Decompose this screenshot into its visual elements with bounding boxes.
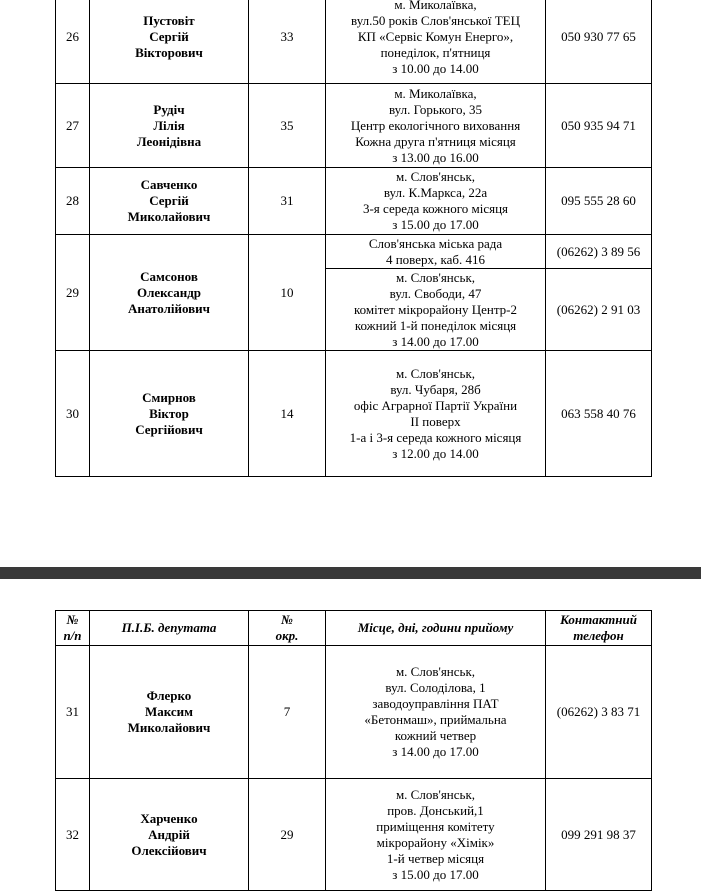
contact-phone: (06262) 2 91 03: [546, 269, 652, 351]
deputy-name: Харченко Андрій Олексійович: [90, 779, 249, 891]
table-row: [56, 351, 652, 477]
district-number: 33: [249, 0, 326, 84]
deputy-name: Самсонов Олександр Анатолійович: [90, 235, 249, 351]
contact-phone: 063 558 40 76: [546, 351, 652, 477]
table-row: [56, 646, 652, 779]
contact-phone: 050 930 77 65: [546, 0, 652, 84]
row-number: 29: [56, 235, 90, 351]
header-district: № окр.: [249, 611, 326, 646]
district-number: 14: [249, 351, 326, 477]
deputy-name: Флерко Максим Миколайович: [90, 646, 249, 779]
row-number: 30: [56, 351, 90, 477]
table-header-row: [56, 611, 652, 646]
reception-place: м. Миколаївка, вул. Горького, 35 Центр екологічного виховання Кожна друга п'ятниця місяця з 13.00 до 16.00: [326, 84, 546, 168]
contact-phone: 095 555 28 60: [546, 168, 652, 235]
district-number: 35: [249, 84, 326, 168]
contact-phone: (06262) 3 83 71: [546, 646, 652, 779]
reception-place: м. Слов'янськ, вул. К.Маркса, 22а 3-я середа кожного місяця з 15.00 до 17.00: [326, 168, 546, 235]
row-number: 28: [56, 168, 90, 235]
deputy-name: Савченко Сергій Миколайович: [90, 168, 249, 235]
reception-place: м. Слов'янськ, вул. Солоділова, 1 заводоуправління ПАТ «Бетонмаш», приймальна кожний четвер з 14.00 до 17.00: [326, 646, 546, 779]
row-number: 27: [56, 84, 90, 168]
reception-place: м. Слов'янськ, вул. Свободи, 47 комітет мікрорайону Центр-2 кожний 1-й понеділок місяця з 14.00 до 17.00: [326, 269, 546, 351]
deputy-name: Смирнов Віктор Сергійович: [90, 351, 249, 477]
district-number: 31: [249, 168, 326, 235]
header-place: Місце, дні, години прийому: [326, 611, 546, 646]
reception-place: м. Слов'янськ, пров. Донський,1 приміщення комітету мікрорайону «Хімік» 1-й четвер місяця з 15.00 до 17.00: [326, 779, 546, 891]
table-row: [56, 235, 652, 269]
contact-phone: 050 935 94 71: [546, 84, 652, 168]
document-page-2: [0, 579, 701, 882]
page-divider: [0, 567, 701, 579]
table-row: [56, 168, 652, 235]
row-number: 32: [56, 779, 90, 891]
table-row: [56, 84, 652, 168]
deputies-table-part-2: [55, 610, 652, 891]
district-number: 10: [249, 235, 326, 351]
contact-phone: 099 291 98 37: [546, 779, 652, 891]
table-row: [56, 779, 652, 891]
table-row: [56, 0, 652, 84]
header-number: № п/п: [56, 611, 90, 646]
district-number: 7: [249, 646, 326, 779]
header-name: П.І.Б. депутата: [90, 611, 249, 646]
row-number: 26: [56, 0, 90, 84]
deputy-name: Пустовіт Сергій Вікторович: [90, 0, 249, 84]
page-gap: [0, 540, 701, 568]
reception-place: м. Миколаївка, вул.50 років Слов'янської ТЕЦ КП «Сервіс Комун Енерго», понеділок, п'ятниця з 10.00 до 14.00: [326, 0, 546, 84]
deputies-table-part-1: [55, 0, 652, 477]
row-number: 31: [56, 646, 90, 779]
reception-place: м. Слов'янськ, вул. Чубаря, 28б офіс Аграрної Партії України ІІ поверх 1-а і 3-я середа кожного місяця з 12.00 до 14.00: [326, 351, 546, 477]
district-number: 29: [249, 779, 326, 891]
header-phone: Контактний телефон: [546, 611, 652, 646]
deputy-name: Рудіч Лілія Леонідівна: [90, 84, 249, 168]
reception-place: Слов'янська міська рада 4 поверх, каб. 416: [326, 235, 546, 269]
contact-phone: (06262) 3 89 56: [546, 235, 652, 269]
